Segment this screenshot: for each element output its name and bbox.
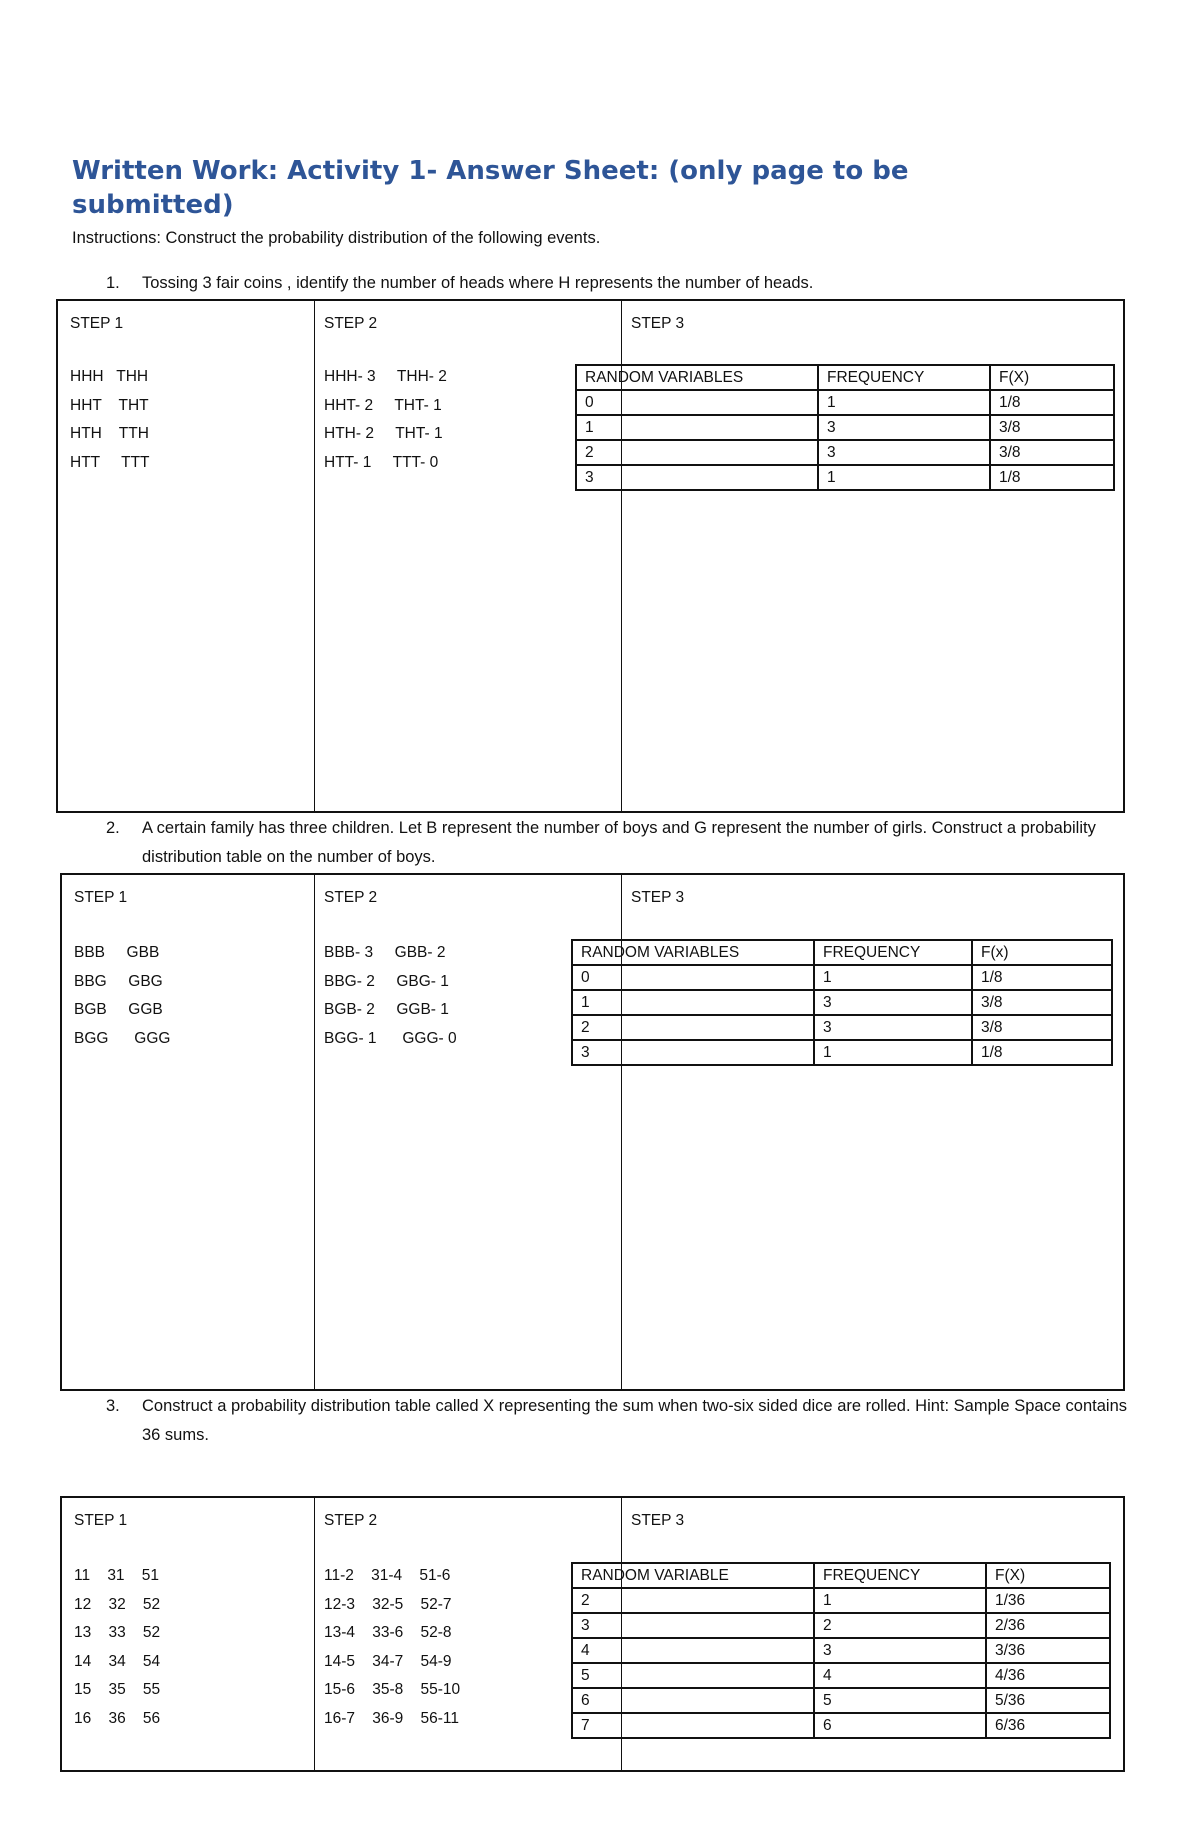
step1-entry: 14 34 54 [74,1652,161,1670]
step2-entry: HTT- 1 TTT- 0 [324,453,439,471]
step2-entry: BGB- 2 GGB- 1 [324,1001,449,1018]
step2-entry: 13-4 33-6 52-8 [324,1624,452,1641]
table-row [572,1713,1110,1738]
table-cell: 1/8 [972,965,1112,990]
table-cell: 0 [572,965,814,990]
instructions: Instructions: Construct the probability distribution of the following events. [72,229,601,247]
column-header: F(X) [986,1563,1110,1588]
table-cell: 1 [572,990,814,1015]
problem-number: 1. [106,274,120,292]
table-header-row [576,365,1114,390]
step1-list [70,363,150,477]
table-cell: 3 [572,1040,814,1065]
step1-entry: HTH TTH [70,425,149,442]
table-row [572,1040,1112,1065]
table-row [572,1638,1110,1663]
table-cell: 2/36 [986,1613,1110,1638]
column-divider [314,875,315,1389]
table-cell: 1 [814,1588,986,1613]
table-cell: 1/8 [990,390,1114,415]
column-header: FREQUENCY [814,1563,986,1588]
step2-entry: HHT- 2 THT- 1 [324,396,442,414]
table-row [576,465,1114,490]
table-cell: 1/36 [986,1588,1110,1613]
step1-entry: BGB GGB [74,1001,163,1018]
step2-list [324,363,447,477]
table-cell: 1 [818,465,990,490]
step2-list [324,1562,460,1733]
table-cell: 1 [576,415,818,440]
step-label: STEP 3 [631,1512,685,1529]
table-cell: 4/36 [986,1663,1110,1688]
step2-entry: BGG- 1 GGG- 0 [324,1029,457,1047]
table-cell: 7 [572,1713,814,1738]
table-cell: 4 [572,1638,814,1663]
step2-entry: BBB- 3 GBB- 2 [324,944,446,961]
table-cell: 3 [814,1015,972,1040]
column-divider [314,301,315,811]
step1-entry: HHT THT [70,396,149,414]
step2-list [324,939,457,1053]
table-cell: 1 [818,390,990,415]
step2-entry: 11-2 31-4 51-6 [324,1567,451,1584]
problem-1-answer-box [56,299,1125,813]
step1-entry: BBB GBB [74,944,160,961]
problem-number: 2. [106,819,120,837]
step1-entry: 16 36 56 [74,1709,161,1727]
table-row [572,1015,1112,1040]
probability-table [571,939,1113,1066]
table-cell: 3/8 [990,440,1114,465]
table-cell: 2 [576,440,818,465]
table-cell: 0 [576,390,818,415]
problem-text: A certain family has three children. Let B represent the number of boys and G represent the number of girls. Construct a probability distribution table on the number of boys. [142,819,1096,866]
step2-entry: HTH- 2 THT- 1 [324,425,443,442]
table-row [572,1663,1110,1688]
table-cell: 3 [572,1613,814,1638]
table-cell: 3/8 [972,990,1112,1015]
table-cell: 4 [814,1663,986,1688]
step-label: STEP 2 [324,1512,378,1529]
table-cell: 5 [572,1663,814,1688]
step-label: STEP 1 [70,315,124,332]
table-row [576,390,1114,415]
column-header: FREQUENCY [818,365,990,390]
step2-entry: BBG- 2 GBG- 1 [324,972,449,990]
problem-number: 3. [106,1397,120,1415]
step-label: STEP 3 [631,889,685,906]
table-header-row [572,940,1112,965]
table-cell: 3 [814,990,972,1015]
step2-entry: 16-7 36-9 56-11 [324,1709,459,1727]
step2-entry: HHH- 3 THH- 2 [324,368,447,385]
step2-entry: 15-6 35-8 55-10 [324,1681,461,1698]
table-cell: 3/36 [986,1638,1110,1663]
probability-table [571,1562,1111,1739]
step-label: STEP 1 [74,1512,128,1529]
step1-entry: 15 35 55 [74,1681,161,1698]
step1-entry: HHH THH [70,368,149,385]
table-cell: 1/8 [972,1040,1112,1065]
step1-entry: 11 31 51 [74,1567,160,1584]
table-row [572,1688,1110,1713]
table-cell: 3/8 [972,1015,1112,1040]
step1-entry: 12 32 52 [74,1595,161,1613]
table-cell: 6 [814,1713,986,1738]
table-cell: 2 [814,1613,986,1638]
probability-table [575,364,1115,491]
step1-entry: BGG GGG [74,1029,171,1047]
step-label: STEP 3 [631,315,685,332]
table-row [576,440,1114,465]
table-cell: 3 [818,415,990,440]
step1-list [74,939,170,1053]
step2-entry: 14-5 34-7 54-9 [324,1652,452,1670]
table-cell: 5 [814,1688,986,1713]
table-cell: 6 [572,1688,814,1713]
step1-entry: BBG GBG [74,972,163,990]
table-cell: 3 [576,465,818,490]
step1-list [74,1562,160,1733]
table-row [572,965,1112,990]
step2-entry: 12-3 32-5 52-7 [324,1595,452,1613]
table-row [572,1588,1110,1613]
page-title: Written Work: Activity 1- Answer Sheet: (only page to be submitted) [72,156,909,220]
column-header: FREQUENCY [814,940,972,965]
problem-text: Construct a probability distribution table called X representing the sum when two-six sided dice are rolled. Hint: Sample Space contains 36 sums. [142,1397,1128,1444]
table-cell: 6/36 [986,1713,1110,1738]
table-cell: 1/8 [990,465,1114,490]
problem-2-answer-box [60,873,1125,1391]
table-cell: 1 [814,1040,972,1065]
table-cell: 5/36 [986,1688,1110,1713]
step-label: STEP 1 [74,889,128,906]
column-header: RANDOM VARIABLES [576,365,818,390]
problem-3-answer-box [60,1496,1125,1772]
column-header: F(x) [972,940,1112,965]
step-label: STEP 2 [324,315,378,332]
table-cell: 1 [814,965,972,990]
step-label: STEP 2 [324,889,378,906]
table-cell: 3 [818,440,990,465]
table-cell: 3/8 [990,415,1114,440]
table-row [576,415,1114,440]
table-cell: 2 [572,1588,814,1613]
table-cell: 2 [572,1015,814,1040]
column-divider [314,1498,315,1770]
column-header: F(X) [990,365,1114,390]
table-header-row [572,1563,1110,1588]
column-header: RANDOM VARIABLES [572,940,814,965]
column-header: RANDOM VARIABLE [572,1563,814,1588]
table-row [572,1613,1110,1638]
step1-entry: 13 33 52 [74,1624,161,1641]
problem-text: Tossing 3 fair coins , identify the number of heads where H represents the number of heads. [142,274,814,292]
step1-entry: HTT TTT [70,453,150,471]
table-row [572,990,1112,1015]
table-cell: 3 [814,1638,986,1663]
